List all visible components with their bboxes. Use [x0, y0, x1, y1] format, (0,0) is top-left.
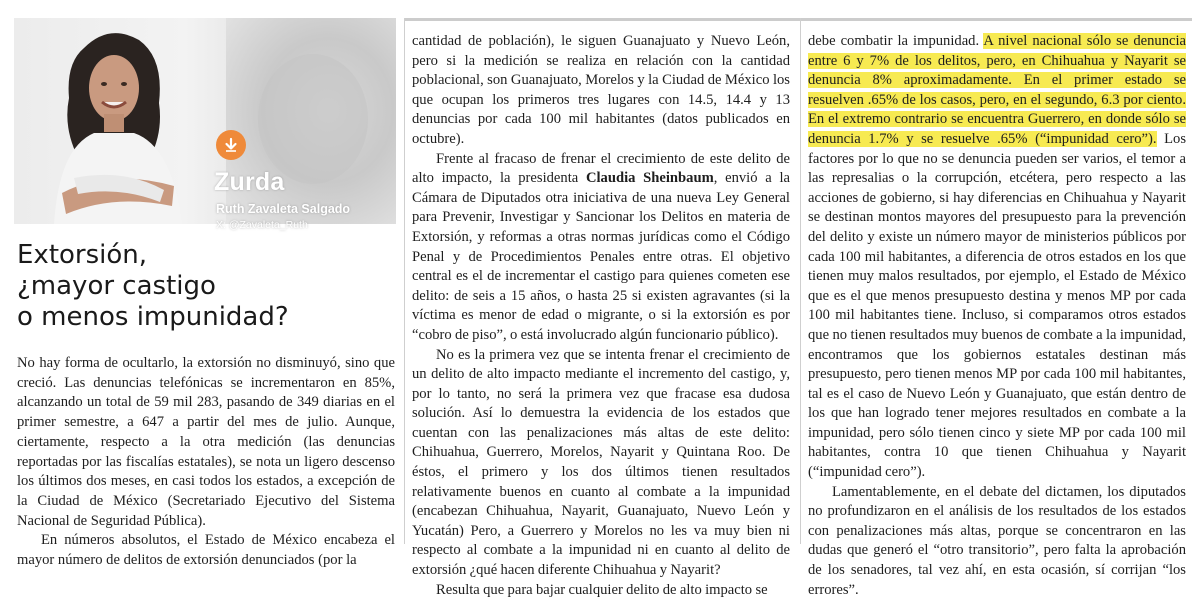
column-header-banner — [14, 18, 396, 231]
arrow-down-circle-icon — [216, 130, 246, 160]
paragraph: Lamentablemente, en el debate del dictamen, los diputados no profundizaron en el análisis de los resultados de los estados con penalizaciones más altas, porque se concentraron en las dudas que generó el “otro transitorio”, pero falta la aprobación de los senadores, tal vez ahí, en esta ocasión, sí corrijan “los errores”. — [808, 483, 1186, 598]
author-handle: X: @Zavaleta_Ruth — [216, 219, 308, 231]
column-3-body — [808, 32, 1186, 600]
column-name: Zurda — [214, 168, 285, 196]
headline-line-2: ¿mayor castigo — [17, 271, 216, 301]
highlighted-passage: A nivel nacional sólo se denuncia entre 6 y 7% de los delitos, pero, en Chihuahua y Nayarit se denuncia 8% aproximadamente. En el primer estado se resuelven .65% de los casos, pero, en el segundo, 6.3 por ciento. En el extremo contrario se encuentra Guerrero, en donde sólo se denuncia 1.7% y se resuelve .65% (“impunidad cero”). — [808, 33, 1187, 147]
column-1-body — [17, 354, 395, 571]
paragraph: Frente al fracaso de frenar el crecimiento de este delito de alto impacto, la presidenta Claudia Sheinbaum, envió a la Cámara de Diputados otra iniciativa de una nueva Ley General para Prevenir, Investigar y Sancionar los Delitos en materia de Extorsión, y reformas a otras normas jurídicas como el Código Penal y de Procedimientos Penales entre otras. El objetivo central es el de incrementar el castigo para quienes cometen ese delito: de seis a 15 años, o hasta 25 si existen agravantes (si la víctima es menor de edad o migrante, o si la extorsión es por “cobro de piso”, o está involucrado algún funcionario público). — [412, 150, 790, 343]
paragraph: Resulta que para bajar cualquier delito de alto impacto se — [436, 581, 768, 598]
column-2-body — [412, 32, 790, 600]
author-portrait — [14, 18, 214, 224]
person-name: Claudia Sheinbaum — [585, 170, 714, 187]
headline-line-1: Extorsión, — [17, 240, 148, 270]
paragraph: No es la primera vez que se intenta frenar el crecimiento de un delito de alto impacto mediante el incremento del castigo, y, por lo tanto, no será la primera vez que fracase esa dudosa solución. Así lo demuestra la evidencia de los estados que cuentan con las penalizaciones más altas de este delito: Chihuahua, Guerrero, Morelos, Nayarit y Quintana Roo. De éstos, el primero y los dos últimos tienen resultados relativamente buenos en cuanto al combate a la impunidad (encabezan Chihuahua, Nayarit, Guanajuato, Nuevo León y Yucatán) Pero, a Guerrero y Morelos no les va muy bien ni respecto al combate a la impunidad ni en cuanto al delito de extorsión ¿qué hacen diferente Chihuahua y Nayarit? — [412, 346, 790, 579]
paragraph: debe combatir la impunidad. A nivel nacional sólo se denuncia entre 6 y 7% de los delitos, pero, en Chihuahua y Nayarit se denuncia 8% aproximadamente. En el primer estado se resuelven .65% de los casos, pero, en el segundo, 6.3 por ciento. En el extremo contrario se encuentra Guerrero, en donde sólo se denuncia 1.7% y se resuelve .65% (“impunidad cero”). Los factores por lo que no se denuncia pueden ser varios, el temor a las represalias o la corrupción, etcétera, pero respecto a las acciones de gobierno, si hay diferencias en Chihuahua y Nayarit se destinan montos mayores del presupuesto para la prevención del delito y existe un número mayor de ministerios públicos por cada 100 mil habitantes, a diferencia de otros estados en los que tienen muy malos resultados, por ejemplo, el Estado de México que es el que menos presupuesto destina y menos MP por cada 100 mil habitantes tiene. Incluso, si comparamos otros estados que no tienen resultados muy buenos de combate a la impunidad, encontramos que los gobiernos estatales destinan más presupuesto, pero tienen menos MP por cada 100 mil habitantes, tal es el caso de Nuevo León y Guanajuato, que están dentro de los que han logrado tener mejores resultados en combate a la impunidad, pero sólo tienen cinco y siete MP por cada 100 mil habitantes, contra 10 que tienen Chihuahua y Nayarit (“impunidad cero”). — [808, 33, 1187, 481]
headline-line-3: o menos impunidad? — [17, 302, 289, 332]
column-divider — [404, 18, 405, 544]
top-rule — [404, 18, 1192, 21]
paragraph: No hay forma de ocultarlo, la extorsión no disminuyó, sino que creció. Las denuncias telefónicas se incrementaron en 85%, alcanzando un total de 59 mil 283, pasando de 349 diarias en el primer semestre, a 647 a partir del mes de julio. Aunque, ciertamente, respecto a la otra medición (las denuncias reportadas por las fiscalías estatales), se nota un ligero descenso los últimos dos meses, en casi todos los estados, a excepción de la Ciudad de México (Secretariado Ejecutivo del Sistema Nacional de Seguridad Pública). — [17, 355, 395, 529]
paragraph: cantidad de población), le siguen Guanajuato y Nuevo León, pero si la medición se realiza en relación con la cantidad poblacional, son Guanajuato, Morelos y la Ciudad de México los que ocupan los primeros tres lugares con 14.5, 14.4 y 13 denuncias por cada 100 mil habitantes (datos publicados en octubre). — [412, 33, 790, 147]
author-name: Ruth Zavaleta Salgado — [216, 202, 351, 216]
column-divider — [800, 18, 801, 544]
paragraph: En números absolutos, el Estado de México encabeza el mayor número de delitos de extorsión denunciados (por la — [17, 532, 395, 569]
article-headline — [17, 240, 397, 333]
